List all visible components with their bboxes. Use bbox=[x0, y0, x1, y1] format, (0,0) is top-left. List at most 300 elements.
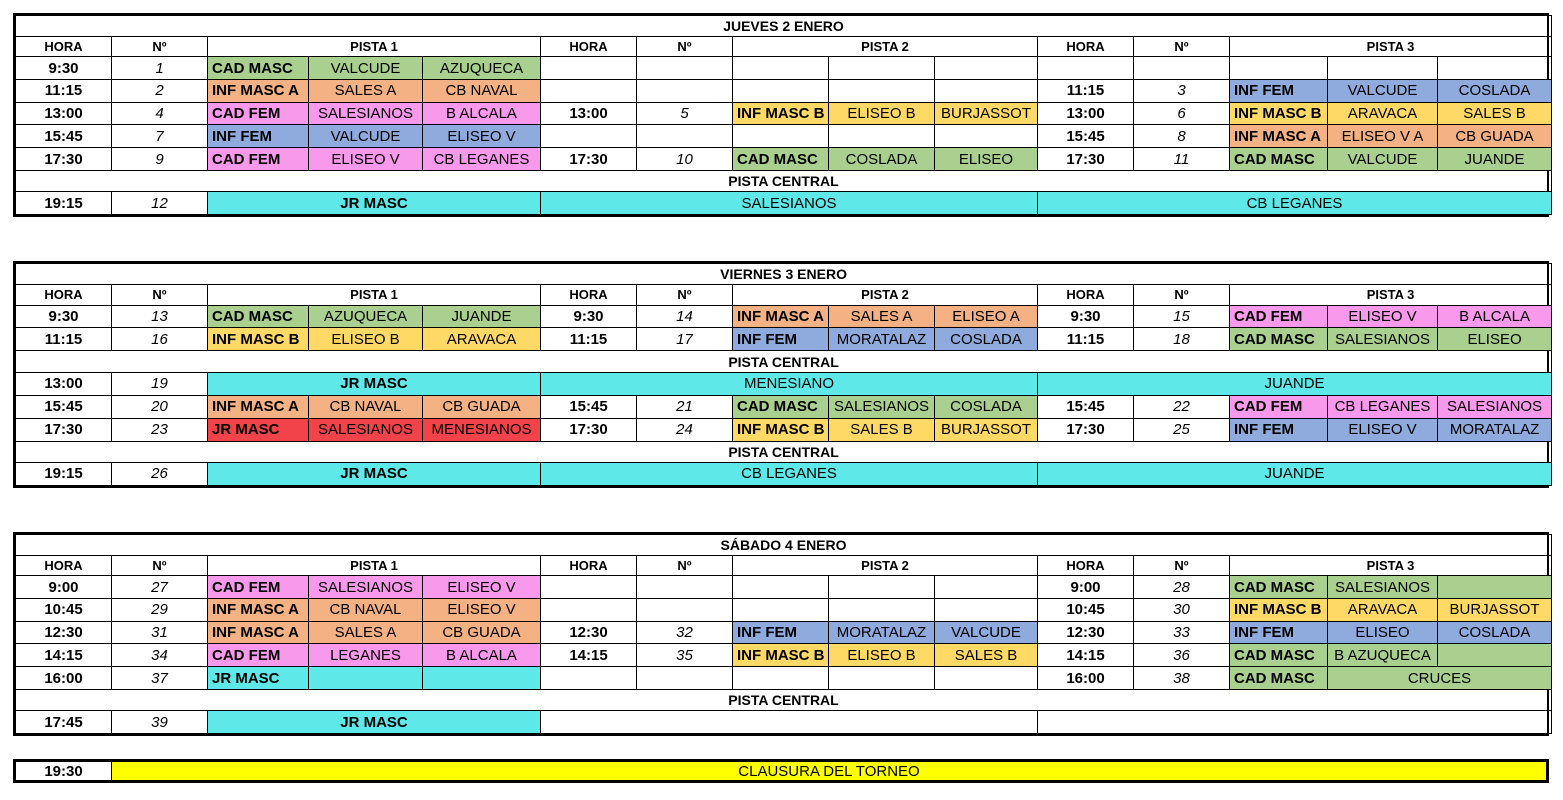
team-b: COSLADA bbox=[935, 328, 1038, 351]
team-a: MORATALAZ bbox=[829, 328, 935, 351]
table-row bbox=[16, 305, 1552, 328]
empty-cell bbox=[829, 576, 935, 599]
day-title-row bbox=[16, 16, 1552, 37]
match-category: CAD MASC bbox=[1230, 576, 1328, 599]
table-row bbox=[16, 598, 1552, 621]
match-category: CAD MASC bbox=[1230, 328, 1328, 351]
empty-cell bbox=[829, 57, 935, 80]
schedule-table bbox=[15, 15, 1552, 215]
match-number: 5 bbox=[637, 102, 733, 125]
team-b: ELISEO A bbox=[935, 305, 1038, 328]
match-category: CAD FEM bbox=[1230, 395, 1328, 418]
team-b: AZUQUECA bbox=[423, 57, 541, 80]
table-row bbox=[16, 372, 1552, 395]
team-b: SALESIANOS bbox=[1438, 395, 1552, 418]
match-number: 38 bbox=[1134, 667, 1230, 690]
table-row bbox=[16, 711, 1552, 734]
match-category: INF MASC A bbox=[208, 79, 309, 102]
header-row bbox=[16, 556, 1552, 576]
empty-cell bbox=[829, 667, 935, 690]
team-a: SALES B bbox=[829, 418, 935, 441]
match-time: 15:45 bbox=[16, 395, 112, 418]
table-row bbox=[16, 328, 1552, 351]
team-b: VALCUDE bbox=[935, 621, 1038, 644]
header-hora: HORA bbox=[16, 37, 112, 57]
team-a: SALES A bbox=[829, 305, 935, 328]
match-time: 16:00 bbox=[16, 667, 112, 690]
match-time: 19:15 bbox=[16, 462, 112, 485]
table-row bbox=[16, 351, 1552, 372]
match-category: CAD MASC bbox=[208, 57, 309, 80]
empty-cell bbox=[541, 667, 637, 690]
empty-cell bbox=[733, 79, 829, 102]
team-a: CRUCES bbox=[1328, 667, 1552, 690]
team-a: ELISEO bbox=[1328, 621, 1438, 644]
team-a: SALESIANOS bbox=[309, 418, 423, 441]
header-num: Nº bbox=[637, 37, 733, 57]
team-b: SALES B bbox=[1438, 102, 1552, 125]
match-time: 17:30 bbox=[1038, 418, 1134, 441]
team-b: B ALCALA bbox=[423, 102, 541, 125]
empty-cell bbox=[1328, 57, 1438, 80]
match-category: CAD MASC bbox=[1230, 667, 1328, 690]
match-category: CAD FEM bbox=[208, 644, 309, 667]
team-b bbox=[423, 667, 541, 690]
header-num: Nº bbox=[1134, 285, 1230, 305]
team-b: CB LEGANES bbox=[423, 148, 541, 171]
team-a: LEGANES bbox=[309, 644, 423, 667]
team-b: CB LEGANES bbox=[1038, 192, 1552, 215]
match-time: 9:30 bbox=[541, 305, 637, 328]
team-a: B AZUQUECA bbox=[1328, 644, 1438, 667]
header-p1: PISTA 1 bbox=[208, 37, 541, 57]
match-time: 17:30 bbox=[1038, 148, 1134, 171]
match-category: INF MASC B bbox=[733, 644, 829, 667]
pista-central-label: PISTA CENTRAL bbox=[16, 689, 1552, 710]
match-number: 26 bbox=[112, 462, 208, 485]
match-number: 35 bbox=[637, 644, 733, 667]
match-category: INF FEM bbox=[733, 621, 829, 644]
table-row bbox=[16, 418, 1552, 441]
team-a: SALESIANOS bbox=[1328, 576, 1438, 599]
header-p3: PISTA 3 bbox=[1230, 556, 1552, 576]
header-p3: PISTA 3 bbox=[1230, 37, 1552, 57]
match-time: 11:15 bbox=[1038, 79, 1134, 102]
match-category: INF MASC A bbox=[1230, 125, 1328, 148]
empty-cell bbox=[637, 57, 733, 80]
match-number: 30 bbox=[1134, 598, 1230, 621]
team-b: BURJASSOT bbox=[935, 102, 1038, 125]
team-b: SALES B bbox=[935, 644, 1038, 667]
team-a: ELISEO V bbox=[1328, 418, 1438, 441]
match-number: 28 bbox=[1134, 576, 1230, 599]
match-number: 24 bbox=[637, 418, 733, 441]
match-number: 13 bbox=[112, 305, 208, 328]
match-time: 17:30 bbox=[16, 418, 112, 441]
match-time: 10:45 bbox=[16, 598, 112, 621]
team-a: ELISEO B bbox=[829, 102, 935, 125]
match-number: 9 bbox=[112, 148, 208, 171]
table-row bbox=[16, 125, 1552, 148]
empty-cell bbox=[935, 79, 1038, 102]
header-p2: PISTA 2 bbox=[733, 556, 1038, 576]
empty-cell bbox=[829, 125, 935, 148]
day-block bbox=[13, 13, 1549, 217]
match-number: 29 bbox=[112, 598, 208, 621]
match-category: INF FEM bbox=[1230, 418, 1328, 441]
match-number: 39 bbox=[112, 711, 208, 734]
team-a bbox=[541, 711, 1038, 734]
header-num: Nº bbox=[1134, 556, 1230, 576]
empty-cell bbox=[935, 57, 1038, 80]
match-time: 11:15 bbox=[16, 328, 112, 351]
match-number: 11 bbox=[1134, 148, 1230, 171]
empty-cell bbox=[935, 667, 1038, 690]
match-category: INF FEM bbox=[208, 125, 309, 148]
match-time: 11:15 bbox=[1038, 328, 1134, 351]
team-b: ARAVACA bbox=[423, 328, 541, 351]
team-a: CB LEGANES bbox=[541, 462, 1038, 485]
team-a: ELISEO V bbox=[309, 148, 423, 171]
table-row bbox=[16, 102, 1552, 125]
match-time: 9:30 bbox=[16, 305, 112, 328]
match-time: 19:15 bbox=[16, 192, 112, 215]
match-time: 15:45 bbox=[16, 125, 112, 148]
pista-central-label: PISTA CENTRAL bbox=[16, 441, 1552, 462]
team-a: SALESIANOS bbox=[309, 576, 423, 599]
match-time: 17:30 bbox=[541, 418, 637, 441]
team-b bbox=[1038, 711, 1552, 734]
match-time: 14:15 bbox=[16, 644, 112, 667]
team-b: JUANDE bbox=[1038, 372, 1552, 395]
day-block bbox=[13, 532, 1549, 736]
day-title: JUEVES 2 ENERO bbox=[16, 16, 1552, 37]
empty-cell bbox=[733, 598, 829, 621]
team-a: CB LEGANES bbox=[1328, 395, 1438, 418]
match-number: 1 bbox=[112, 57, 208, 80]
header-p3: PISTA 3 bbox=[1230, 285, 1552, 305]
match-number: 2 bbox=[112, 79, 208, 102]
table-row bbox=[16, 689, 1552, 710]
header-num: Nº bbox=[112, 37, 208, 57]
header-hora: HORA bbox=[541, 285, 637, 305]
match-number: 31 bbox=[112, 621, 208, 644]
match-time: 9:30 bbox=[16, 57, 112, 80]
team-a: CB NAVAL bbox=[309, 395, 423, 418]
team-b: B ALCALA bbox=[423, 644, 541, 667]
match-time: 9:30 bbox=[1038, 305, 1134, 328]
match-category: CAD MASC bbox=[733, 395, 829, 418]
match-number: 15 bbox=[1134, 305, 1230, 328]
team-b: ELISEO V bbox=[423, 125, 541, 148]
empty-cell bbox=[1134, 57, 1230, 80]
match-category: INF MASC B bbox=[1230, 598, 1328, 621]
team-b: CB GUADA bbox=[1438, 125, 1552, 148]
header-num: Nº bbox=[637, 285, 733, 305]
header-hora: HORA bbox=[16, 285, 112, 305]
table-row bbox=[16, 395, 1552, 418]
match-number: 18 bbox=[1134, 328, 1230, 351]
match-time: 15:45 bbox=[1038, 125, 1134, 148]
team-b: ELISEO V bbox=[423, 576, 541, 599]
match-time: 11:15 bbox=[16, 79, 112, 102]
match-category: CAD MASC bbox=[208, 305, 309, 328]
team-b: BURJASSOT bbox=[935, 418, 1038, 441]
header-p2: PISTA 2 bbox=[733, 285, 1038, 305]
empty-cell bbox=[829, 598, 935, 621]
match-category: INF MASC A bbox=[208, 598, 309, 621]
team-a: VALCUDE bbox=[309, 125, 423, 148]
match-number: 7 bbox=[112, 125, 208, 148]
match-category: INF MASC B bbox=[1230, 102, 1328, 125]
match-category: INF FEM bbox=[1230, 621, 1328, 644]
empty-cell bbox=[541, 57, 637, 80]
match-category: CAD FEM bbox=[208, 148, 309, 171]
table-row bbox=[16, 148, 1552, 171]
team-a: VALCUDE bbox=[309, 57, 423, 80]
match-time: 14:15 bbox=[1038, 644, 1134, 667]
match-time: 11:15 bbox=[541, 328, 637, 351]
empty-cell bbox=[637, 667, 733, 690]
match-category: INF MASC A bbox=[733, 305, 829, 328]
match-category: INF MASC B bbox=[208, 328, 309, 351]
match-number: 12 bbox=[112, 192, 208, 215]
match-category: INF FEM bbox=[1230, 79, 1328, 102]
team-b: COSLADA bbox=[1438, 79, 1552, 102]
header-row bbox=[16, 285, 1552, 305]
team-b: COSLADA bbox=[935, 395, 1038, 418]
team-b: CB GUADA bbox=[423, 395, 541, 418]
empty-cell bbox=[733, 576, 829, 599]
header-num: Nº bbox=[112, 556, 208, 576]
team-a: VALCUDE bbox=[1328, 79, 1438, 102]
empty-cell bbox=[637, 79, 733, 102]
header-hora: HORA bbox=[541, 37, 637, 57]
match-time: 13:00 bbox=[1038, 102, 1134, 125]
closing-time: 19:30 bbox=[16, 762, 112, 781]
match-number: 16 bbox=[112, 328, 208, 351]
match-time: 12:30 bbox=[541, 621, 637, 644]
match-time: 15:45 bbox=[541, 395, 637, 418]
table-row bbox=[16, 57, 1552, 80]
team-a: ELISEO B bbox=[829, 644, 935, 667]
team-a: CB NAVAL bbox=[309, 598, 423, 621]
closing-label: CLAUSURA DEL TORNEO bbox=[112, 762, 1547, 781]
day-title: SÁBADO 4 ENERO bbox=[16, 535, 1552, 556]
match-category: INF FEM bbox=[733, 328, 829, 351]
match-number: 14 bbox=[637, 305, 733, 328]
team-a: MORATALAZ bbox=[829, 621, 935, 644]
empty-cell bbox=[1438, 57, 1552, 80]
team-b: B ALCALA bbox=[1438, 305, 1552, 328]
header-hora: HORA bbox=[541, 556, 637, 576]
team-b: COSLADA bbox=[1438, 621, 1552, 644]
match-category: JR MASC bbox=[208, 711, 541, 734]
match-time: 17:30 bbox=[16, 148, 112, 171]
team-b: JUANDE bbox=[423, 305, 541, 328]
match-category: JR MASC bbox=[208, 462, 541, 485]
match-category: CAD FEM bbox=[208, 576, 309, 599]
team-b: CB GUADA bbox=[423, 621, 541, 644]
schedule-table bbox=[15, 263, 1552, 486]
match-category: CAD MASC bbox=[1230, 644, 1328, 667]
team-a: SALESIANOS bbox=[829, 395, 935, 418]
schedule-table bbox=[15, 534, 1552, 734]
team-a: ARAVACA bbox=[1328, 598, 1438, 621]
team-a: SALESIANOS bbox=[1328, 328, 1438, 351]
match-time: 13:00 bbox=[16, 372, 112, 395]
match-number: 4 bbox=[112, 102, 208, 125]
empty-cell bbox=[935, 125, 1038, 148]
empty-cell bbox=[637, 125, 733, 148]
team-a: AZUQUECA bbox=[309, 305, 423, 328]
match-time: 12:30 bbox=[16, 621, 112, 644]
team-b: JUANDE bbox=[1038, 462, 1552, 485]
table-row bbox=[16, 576, 1552, 599]
empty-cell bbox=[733, 57, 829, 80]
empty-cell bbox=[733, 667, 829, 690]
empty-cell bbox=[541, 576, 637, 599]
team-b: MENESIANOS bbox=[423, 418, 541, 441]
match-number: 20 bbox=[112, 395, 208, 418]
team-b: ELISEO bbox=[935, 148, 1038, 171]
match-number: 23 bbox=[112, 418, 208, 441]
table-row bbox=[16, 79, 1552, 102]
match-number: 6 bbox=[1134, 102, 1230, 125]
empty-cell bbox=[637, 576, 733, 599]
empty-cell bbox=[637, 598, 733, 621]
team-a: ARAVACA bbox=[1328, 102, 1438, 125]
match-number: 10 bbox=[637, 148, 733, 171]
match-time: 12:30 bbox=[1038, 621, 1134, 644]
match-number: 36 bbox=[1134, 644, 1230, 667]
match-number: 32 bbox=[637, 621, 733, 644]
team-b bbox=[1438, 644, 1552, 667]
match-number: 3 bbox=[1134, 79, 1230, 102]
match-category: INF MASC A bbox=[208, 621, 309, 644]
team-a: ELISEO V bbox=[1328, 305, 1438, 328]
match-category: JR MASC bbox=[208, 418, 309, 441]
match-time: 17:45 bbox=[16, 711, 112, 734]
match-time: 9:00 bbox=[16, 576, 112, 599]
team-b: CB NAVAL bbox=[423, 79, 541, 102]
match-time: 16:00 bbox=[1038, 667, 1134, 690]
header-p1: PISTA 1 bbox=[208, 556, 541, 576]
day-title: VIERNES 3 ENERO bbox=[16, 264, 1552, 285]
team-a: SALESIANOS bbox=[309, 102, 423, 125]
header-num: Nº bbox=[1134, 37, 1230, 57]
team-a: VALCUDE bbox=[1328, 148, 1438, 171]
day-block bbox=[13, 261, 1549, 488]
match-category: JR MASC bbox=[208, 667, 309, 690]
match-category: INF MASC B bbox=[733, 418, 829, 441]
header-hora: HORA bbox=[16, 556, 112, 576]
empty-cell bbox=[829, 79, 935, 102]
team-b: MORATALAZ bbox=[1438, 418, 1552, 441]
table-row bbox=[16, 462, 1552, 485]
match-category: CAD FEM bbox=[1230, 305, 1328, 328]
header-hora: HORA bbox=[1038, 285, 1134, 305]
match-number: 19 bbox=[112, 372, 208, 395]
header-num: Nº bbox=[112, 285, 208, 305]
table-row bbox=[16, 644, 1552, 667]
team-a: SALES A bbox=[309, 79, 423, 102]
match-category: CAD MASC bbox=[733, 148, 829, 171]
match-number: 8 bbox=[1134, 125, 1230, 148]
empty-cell bbox=[1230, 57, 1328, 80]
header-p1: PISTA 1 bbox=[208, 285, 541, 305]
match-number: 22 bbox=[1134, 395, 1230, 418]
match-category: INF MASC A bbox=[208, 395, 309, 418]
header-p2: PISTA 2 bbox=[733, 37, 1038, 57]
team-b: ELISEO bbox=[1438, 328, 1552, 351]
empty-cell bbox=[935, 598, 1038, 621]
match-time: 14:15 bbox=[541, 644, 637, 667]
team-a: MENESIANO bbox=[541, 372, 1038, 395]
match-number: 25 bbox=[1134, 418, 1230, 441]
header-hora: HORA bbox=[1038, 556, 1134, 576]
match-time: 10:45 bbox=[1038, 598, 1134, 621]
closing-row bbox=[13, 759, 1549, 783]
empty-cell bbox=[733, 125, 829, 148]
empty-cell bbox=[935, 576, 1038, 599]
match-category: JR MASC bbox=[208, 192, 541, 215]
empty-cell bbox=[541, 79, 637, 102]
team-a: ELISEO V A bbox=[1328, 125, 1438, 148]
pista-central-label: PISTA CENTRAL bbox=[16, 170, 1552, 191]
table-row bbox=[16, 170, 1552, 191]
team-a: SALES A bbox=[309, 621, 423, 644]
match-number: 17 bbox=[637, 328, 733, 351]
team-b: ELISEO V bbox=[423, 598, 541, 621]
team-a: ELISEO B bbox=[309, 328, 423, 351]
match-number: 37 bbox=[112, 667, 208, 690]
table-row bbox=[16, 621, 1552, 644]
header-num: Nº bbox=[637, 556, 733, 576]
match-number: 33 bbox=[1134, 621, 1230, 644]
day-title-row bbox=[16, 535, 1552, 556]
match-number: 21 bbox=[637, 395, 733, 418]
match-category: JR MASC bbox=[208, 372, 541, 395]
team-b: JUANDE bbox=[1438, 148, 1552, 171]
match-time: 17:30 bbox=[541, 148, 637, 171]
match-category: CAD MASC bbox=[1230, 148, 1328, 171]
team-a bbox=[309, 667, 423, 690]
match-time: 13:00 bbox=[16, 102, 112, 125]
table-row bbox=[16, 192, 1552, 215]
team-b: BURJASSOT bbox=[1438, 598, 1552, 621]
header-hora: HORA bbox=[1038, 37, 1134, 57]
match-time: 15:45 bbox=[1038, 395, 1134, 418]
match-category: INF MASC B bbox=[733, 102, 829, 125]
header-row bbox=[16, 37, 1552, 57]
team-a: COSLADA bbox=[829, 148, 935, 171]
empty-cell bbox=[541, 125, 637, 148]
match-time: 13:00 bbox=[541, 102, 637, 125]
pista-central-label: PISTA CENTRAL bbox=[16, 351, 1552, 372]
empty-cell bbox=[541, 598, 637, 621]
match-number: 27 bbox=[112, 576, 208, 599]
table-row bbox=[16, 667, 1552, 690]
team-b bbox=[1438, 576, 1552, 599]
table-row bbox=[16, 441, 1552, 462]
match-number: 34 bbox=[112, 644, 208, 667]
day-title-row bbox=[16, 264, 1552, 285]
empty-cell bbox=[1038, 57, 1134, 80]
match-time: 9:00 bbox=[1038, 576, 1134, 599]
match-category: CAD FEM bbox=[208, 102, 309, 125]
team-a: SALESIANOS bbox=[541, 192, 1038, 215]
